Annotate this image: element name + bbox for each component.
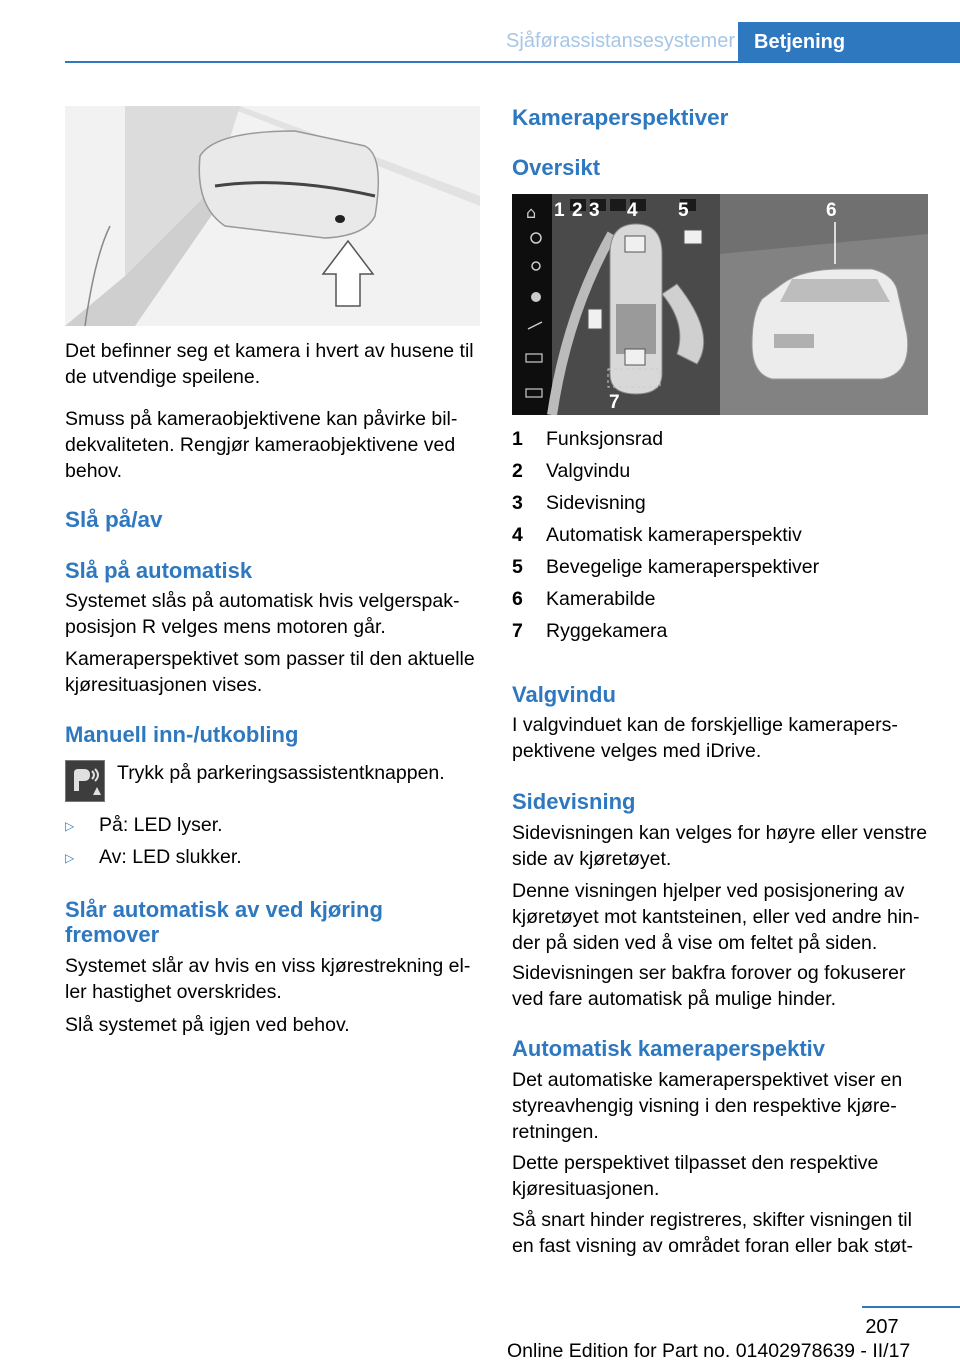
figure-label: 2 <box>572 200 583 221</box>
paragraph-auto-off: Systemet slår av hvis en viss kjørestrekning eller hastighet overskrides. <box>65 955 471 1003</box>
paragraph-side-view-1: Sidevisningen kan velges for høyre eller venstre side av kjøretøyet. <box>512 822 928 870</box>
triangle-bullet-icon: ▷ <box>65 851 75 865</box>
figure-label: 3 <box>589 200 600 221</box>
chapter-tab: Betjening <box>738 22 960 62</box>
triangle-bullet-icon: ▷ <box>65 819 75 833</box>
paragraph-restart: Slå systemet på igjen ved behov. <box>65 1014 350 1036</box>
paragraph-side-view-2: Denne visningen hjelper ved posisjonering av kjøretøyet mot kantsteinen, eller ved andre hinder på siden ved å vise om feltet på siden. <box>512 880 920 954</box>
heading-on-off: Slå på/av <box>65 507 163 532</box>
figure-label: 7 <box>609 392 620 413</box>
paragraph-selection-window: I valgvinduet kan de forskjellige kameraperspektivene velges med iDrive. <box>512 714 898 762</box>
paragraph-camera-location: Det befinner seg et kamera i hvert av husene til de utvendige speilene. <box>65 340 474 388</box>
heading-camera-perspectives: Kameraperspektiver <box>512 105 729 130</box>
figure-label: 4 <box>627 200 638 221</box>
heading-auto-perspective: Automatisk kameraperspektiv <box>512 1036 826 1061</box>
heading-manual: Manuell inn-/utkobling <box>65 722 299 747</box>
mirror-camera-illustration <box>65 106 480 326</box>
heading-overview: Oversikt <box>512 155 601 180</box>
svg-text:⌂: ⌂ <box>526 203 537 222</box>
page-number: 207 <box>865 1316 899 1338</box>
heading-selection-window: Valgvindu <box>512 682 616 707</box>
figure-label: 1 <box>554 200 565 221</box>
figure-label: 5 <box>678 200 689 221</box>
page-header <box>65 0 960 62</box>
paragraph-press-button: Trykk på parkeringsassistentknappen. <box>117 762 445 784</box>
section-title: Sjåførassistansesystemer <box>506 30 735 52</box>
paragraph-auto-perspective-1: Det automatiske kameraperspektivet viser en styreavhengig visning i den respektive kjøreretningen. <box>512 1069 903 1143</box>
figure-label: 6 <box>826 200 837 221</box>
paragraph-side-view-3: Sidevisningen ser bakfra forover og fokuserer ved fare automatisk på mulige hinder. <box>512 962 906 1010</box>
paragraph-auto-perspective-3: Så snart hinder registreres, skifter visningen til en fast visning av området foran eller bak støt- <box>512 1209 914 1257</box>
camera-display-illustration <box>512 194 928 415</box>
parking-assist-button-icon <box>65 760 105 802</box>
paragraph-auto-perspective-2: Dette perspektivet tilpasset den respektive kjøresituasjonen. <box>512 1152 879 1200</box>
camera-display-drawing <box>512 194 928 415</box>
edition-note: Online Edition for Part no. 01402978639 - II/17 <box>507 1340 911 1362</box>
footer-rule <box>862 1306 960 1308</box>
paragraph-perspective: Kameraperspektivet som passer til den aktuelle kjøresituasjonen vises. <box>65 648 475 696</box>
heading-side-view: Sidevisning <box>512 789 636 814</box>
header-rule <box>65 61 960 63</box>
paragraph-auto-on: Systemet slås på automatisk hvis velgerspakposisjon R velges mens motoren går. <box>65 590 460 638</box>
heading-auto-off: Slår automatisk av ved kjøring fremover <box>65 897 383 947</box>
paragraph-dirt-warning: Smuss på kameraobjektivene kan påvirke bildekvaliteten. Rengjør kameraobjektivene ved behov. <box>65 408 458 482</box>
mirror-drawing <box>65 106 480 326</box>
heading-auto-on: Slå på automatisk <box>65 558 253 583</box>
